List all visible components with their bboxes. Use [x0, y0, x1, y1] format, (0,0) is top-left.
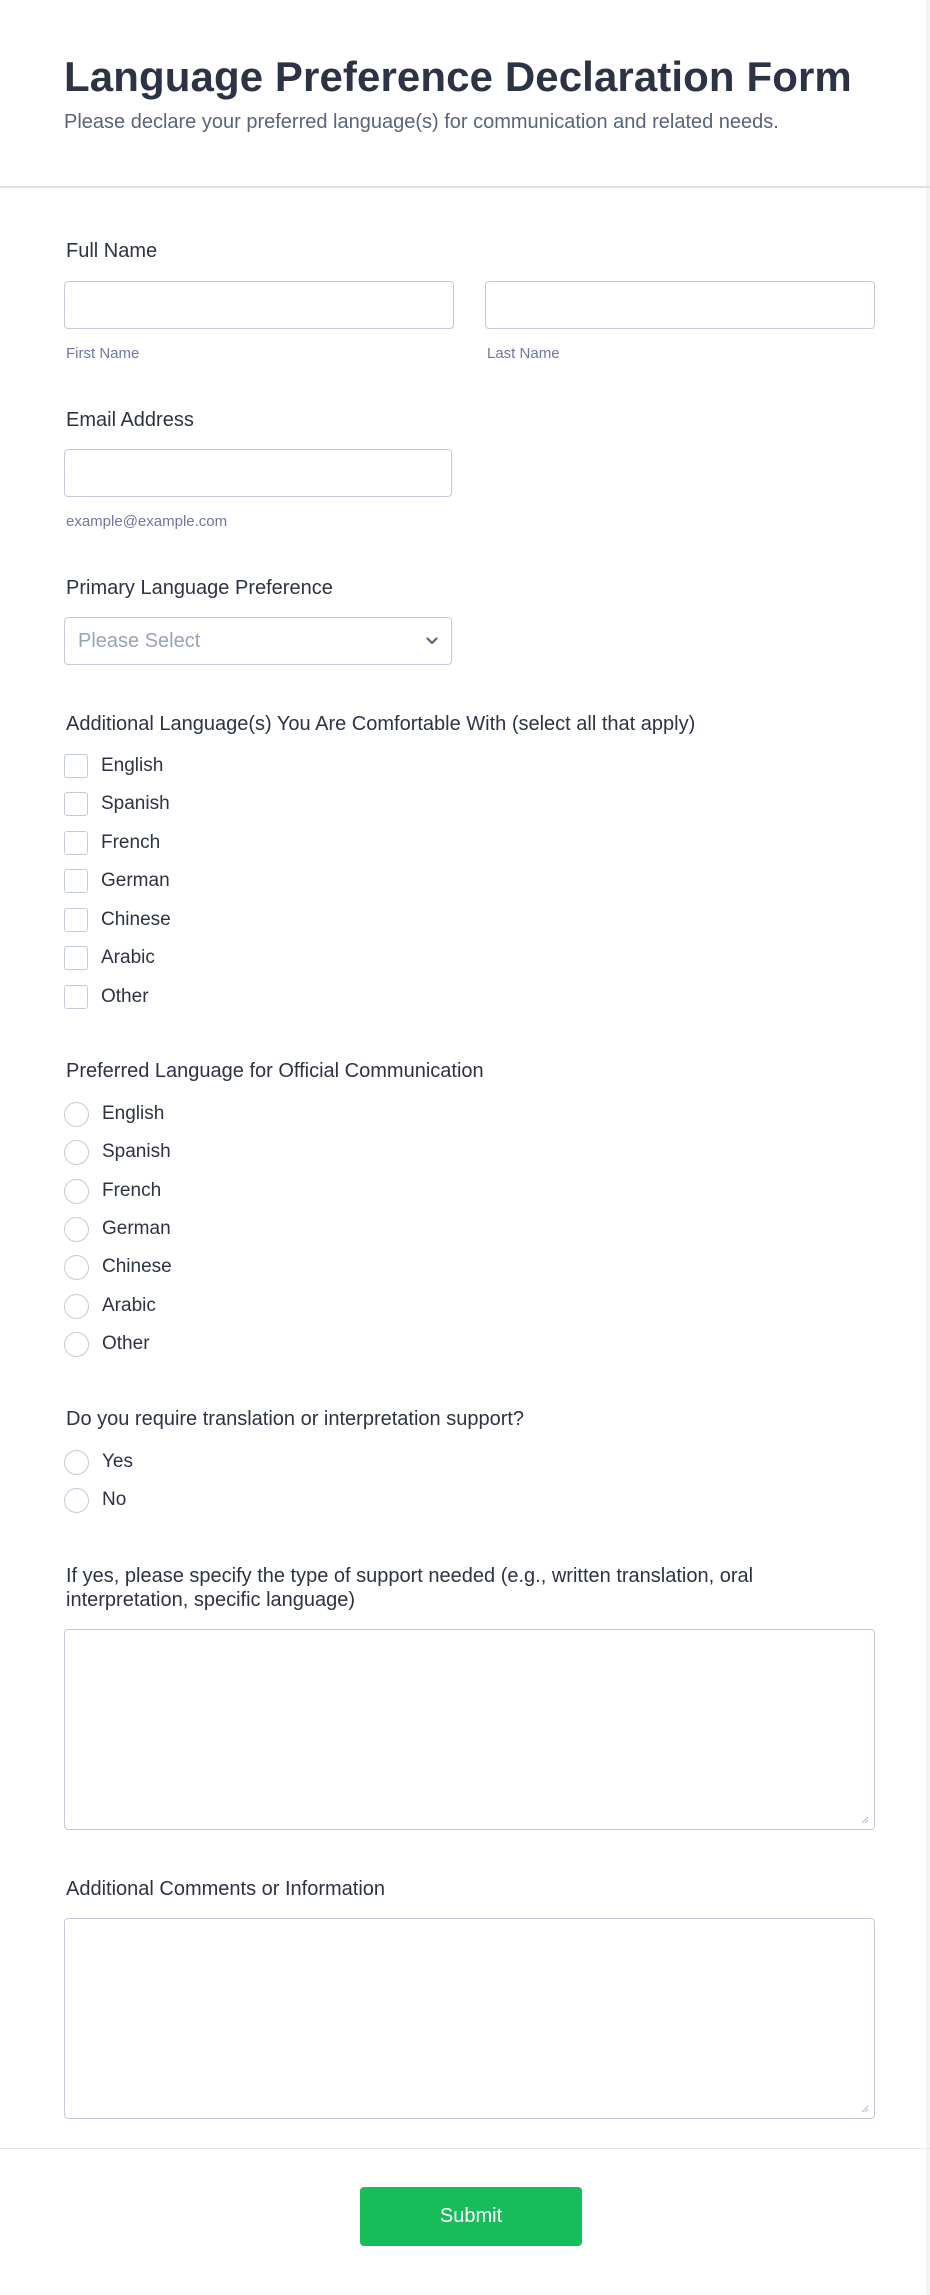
radio-yes[interactable]: [64, 1449, 133, 1475]
checkbox-label: English: [101, 755, 164, 776]
last-name-input[interactable]: [485, 281, 875, 329]
comments-label: Additional Comments or Information: [66, 1878, 386, 1900]
first-name-input[interactable]: [64, 281, 454, 329]
radio-button[interactable]: [64, 1217, 89, 1242]
checkbox[interactable]: [64, 946, 88, 970]
radio-label: Chinese: [102, 1256, 172, 1277]
comments-textarea[interactable]: [64, 1918, 875, 2119]
checkbox-label: Spanish: [101, 793, 170, 814]
radio-arabic[interactable]: [64, 1293, 156, 1319]
radio-french[interactable]: [64, 1178, 161, 1204]
resize-handle-icon[interactable]: [860, 1815, 869, 1824]
checkbox-other[interactable]: [64, 984, 149, 1010]
email-sublabel: example@example.com: [66, 513, 228, 530]
radio-button[interactable]: [64, 1179, 89, 1204]
resize-handle-icon[interactable]: [860, 2104, 869, 2113]
chevron-down-icon: [425, 634, 439, 648]
checkbox[interactable]: [64, 985, 88, 1009]
radio-english[interactable]: [64, 1101, 164, 1127]
radio-no[interactable]: [64, 1487, 126, 1513]
radio-button[interactable]: [64, 1332, 89, 1357]
checkbox-english[interactable]: [64, 753, 163, 779]
checkbox-label: Arabic: [101, 947, 155, 968]
primary-language-select[interactable]: [64, 617, 452, 665]
radio-button[interactable]: [64, 1255, 89, 1280]
checkbox-label: French: [101, 832, 161, 853]
checkbox-label: Other: [101, 986, 149, 1007]
radio-label: French: [102, 1180, 162, 1201]
radio-spanish[interactable]: [64, 1139, 171, 1165]
page-edge: [926, 0, 930, 2295]
first-name-sublabel: First Name: [66, 345, 140, 362]
translation-support-label: Do you require translation or interpretation support?: [66, 1408, 525, 1430]
radio-button[interactable]: [64, 1450, 89, 1475]
checkbox-arabic[interactable]: [64, 945, 155, 971]
last-name-sublabel: Last Name: [487, 345, 560, 362]
radio-button[interactable]: [64, 1488, 89, 1513]
checkbox-french[interactable]: [64, 830, 160, 856]
radio-button[interactable]: [64, 1140, 89, 1165]
checkbox[interactable]: [64, 831, 88, 855]
select-placeholder: Please Select: [78, 630, 201, 652]
checkbox-label: Chinese: [101, 909, 171, 930]
primary-language-label: Primary Language Preference: [66, 577, 333, 599]
full-name-label: Full Name: [66, 240, 158, 262]
form-title: Language Preference Declaration Form: [64, 53, 852, 100]
checkbox[interactable]: [64, 869, 88, 893]
radio-button[interactable]: [64, 1294, 89, 1319]
submit-button[interactable]: Submit: [360, 2187, 582, 2246]
checkbox[interactable]: [64, 754, 88, 778]
additional-languages-label: Additional Language(s) You Are Comfortable With (select all that apply): [66, 713, 696, 735]
checkbox[interactable]: [64, 792, 88, 816]
support-type-textarea[interactable]: [64, 1629, 875, 1830]
email-label: Email Address: [66, 409, 194, 431]
email-input[interactable]: [64, 449, 452, 497]
radio-label: Arabic: [102, 1295, 156, 1316]
checkbox[interactable]: [64, 908, 88, 932]
checkbox-spanish[interactable]: [64, 791, 170, 817]
official-language-label: Preferred Language for Official Communication: [66, 1060, 484, 1082]
form-subtitle: Please declare your preferred language(s) for communication and related needs.: [64, 111, 779, 133]
radio-other[interactable]: [64, 1331, 150, 1357]
radio-label: English: [102, 1103, 165, 1124]
radio-label: Yes: [102, 1451, 133, 1472]
checkbox-chinese[interactable]: [64, 907, 171, 933]
radio-german[interactable]: [64, 1216, 171, 1242]
radio-label: Spanish: [102, 1141, 171, 1162]
radio-button[interactable]: [64, 1102, 89, 1127]
radio-label: German: [102, 1218, 171, 1239]
radio-label: Other: [102, 1333, 150, 1354]
radio-chinese[interactable]: [64, 1254, 172, 1280]
form-header: [0, 0, 930, 188]
footer-divider: [0, 2148, 930, 2149]
radio-label: No: [102, 1489, 127, 1510]
checkbox-german[interactable]: [64, 868, 170, 894]
support-type-label: If yes, please specify the type of support needed (e.g., written translation, oral interpretation, specific language): [66, 1565, 754, 1611]
checkbox-label: German: [101, 870, 170, 891]
